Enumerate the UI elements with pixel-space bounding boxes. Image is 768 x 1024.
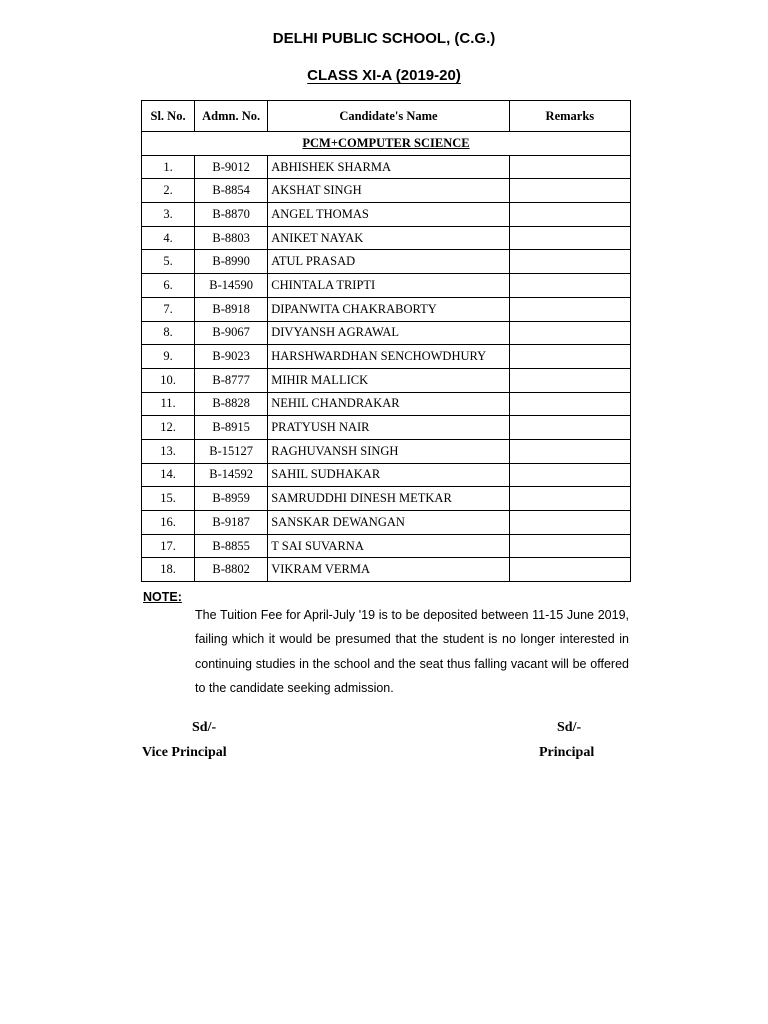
section-row — [142, 132, 631, 156]
sl-no-cell: 9. — [142, 345, 195, 369]
admn-no-cell: B-8870 — [195, 203, 268, 227]
remarks-cell — [509, 511, 630, 535]
sl-no-cell: 7. — [142, 297, 195, 321]
table-row — [142, 226, 631, 250]
remarks-cell — [509, 345, 630, 369]
candidate-name-cell: RAGHUVANSH SINGH — [268, 439, 509, 463]
remarks-cell — [509, 321, 630, 345]
table-row — [142, 392, 631, 416]
candidate-name-cell: PRATYUSH NAIR — [268, 416, 509, 440]
table-row — [142, 558, 631, 582]
remarks-cell — [509, 155, 630, 179]
remarks-cell — [509, 463, 630, 487]
table-body — [142, 132, 631, 582]
remarks-cell — [509, 558, 630, 582]
principal-signature: Sd/- — [557, 720, 582, 735]
sl-no-cell: 13. — [142, 439, 195, 463]
student-roll-table — [141, 100, 631, 582]
candidate-name-cell: ABHISHEK SHARMA — [268, 155, 509, 179]
table-row — [142, 368, 631, 392]
table-row — [142, 155, 631, 179]
class-title-text: CLASS XI-A (2019-20) — [307, 67, 461, 84]
sl-no-cell: 15. — [142, 487, 195, 511]
sl-no-cell: 10. — [142, 368, 195, 392]
sl-no-cell: 14. — [142, 463, 195, 487]
admn-no-cell: B-14592 — [195, 463, 268, 487]
column-header-sl-no: Sl. No. — [142, 101, 195, 132]
admn-no-cell: B-8918 — [195, 297, 268, 321]
remarks-cell — [509, 226, 630, 250]
table-row — [142, 439, 631, 463]
table-row — [142, 345, 631, 369]
remarks-cell — [509, 250, 630, 274]
admn-no-cell: B-8802 — [195, 558, 268, 582]
admn-no-cell: B-8855 — [195, 534, 268, 558]
column-header-candidate-name: Candidate's Name — [268, 101, 509, 132]
admn-no-cell: B-8915 — [195, 416, 268, 440]
candidate-name-cell: SAHIL SUDHAKAR — [268, 463, 509, 487]
candidate-name-cell: SAMRUDDHI DINESH METKAR — [268, 487, 509, 511]
sl-no-cell: 12. — [142, 416, 195, 440]
admn-no-cell: B-8803 — [195, 226, 268, 250]
sl-no-cell: 5. — [142, 250, 195, 274]
remarks-cell — [509, 274, 630, 298]
candidate-name-cell: DIVYANSH AGRAWAL — [268, 321, 509, 345]
table-row — [142, 203, 631, 227]
sl-no-cell: 4. — [142, 226, 195, 250]
candidate-name-cell: ANGEL THOMAS — [268, 203, 509, 227]
remarks-cell — [509, 392, 630, 416]
table-row — [142, 274, 631, 298]
candidate-name-cell: DIPANWITA CHAKRABORTY — [268, 297, 509, 321]
table-row — [142, 534, 631, 558]
remarks-cell — [509, 534, 630, 558]
table-row — [142, 179, 631, 203]
admn-no-cell: B-8854 — [195, 179, 268, 203]
remarks-cell — [509, 368, 630, 392]
table-row — [142, 250, 631, 274]
column-header-admn-no: Admn. No. — [195, 101, 268, 132]
remarks-cell — [509, 487, 630, 511]
principal-title: Principal — [539, 745, 595, 760]
note-text: The Tuition Fee for April-July '19 is to be deposited between 11-15 June 2019, failing which it would be presumed that the student is no longer interested in continuing studies in the school and the seat thus falling vacant will be offered to the candidate seeking admission. — [195, 608, 629, 695]
vice-principal-title: Vice Principal — [142, 745, 227, 760]
sl-no-cell: 16. — [142, 511, 195, 535]
note-label: NOTE: — [143, 590, 182, 604]
table-row — [142, 487, 631, 511]
column-header-remarks: Remarks — [509, 101, 630, 132]
remarks-cell — [509, 439, 630, 463]
candidate-name-cell: HARSHWARDHAN SENCHOWDHURY — [268, 345, 509, 369]
candidate-name-cell: ATUL PRASAD — [268, 250, 509, 274]
candidate-name-cell: ANIKET NAYAK — [268, 226, 509, 250]
admn-no-cell: B-15127 — [195, 439, 268, 463]
school-name: DELHI PUBLIC SCHOOL, (C.G.) — [272, 30, 496, 47]
candidate-name-cell: MIHIR MALLICK — [268, 368, 509, 392]
table-row — [142, 511, 631, 535]
remarks-cell — [509, 179, 630, 203]
sl-no-cell: 8. — [142, 321, 195, 345]
admn-no-cell: B-9067 — [195, 321, 268, 345]
sl-no-cell: 6. — [142, 274, 195, 298]
remarks-cell — [509, 203, 630, 227]
candidate-name-cell: VIKRAM VERMA — [268, 558, 509, 582]
admn-no-cell: B-9012 — [195, 155, 268, 179]
table-row — [142, 416, 631, 440]
candidate-name-cell: AKSHAT SINGH — [268, 179, 509, 203]
admn-no-cell: B-8959 — [195, 487, 268, 511]
remarks-cell — [509, 297, 630, 321]
section-label: PCM+COMPUTER SCIENCE — [302, 135, 470, 150]
table-row — [142, 297, 631, 321]
sl-no-cell: 17. — [142, 534, 195, 558]
class-title — [0, 67, 768, 84]
vice-principal-signature: Sd/- — [192, 720, 217, 735]
admn-no-cell: B-9187 — [195, 511, 268, 535]
sl-no-cell: 18. — [142, 558, 195, 582]
candidate-name-cell: CHINTALA TRIPTI — [268, 274, 509, 298]
sl-no-cell: 3. — [142, 203, 195, 227]
remarks-cell — [509, 416, 630, 440]
candidate-name-cell: SANSKAR DEWANGAN — [268, 511, 509, 535]
table-row — [142, 321, 631, 345]
admn-no-cell: B-14590 — [195, 274, 268, 298]
candidate-name-cell: T SAI SUVARNA — [268, 534, 509, 558]
sl-no-cell: 11. — [142, 392, 195, 416]
sl-no-cell: 2. — [142, 179, 195, 203]
admn-no-cell: B-8828 — [195, 392, 268, 416]
candidate-name-cell: NEHIL CHANDRAKAR — [268, 392, 509, 416]
sl-no-cell: 1. — [142, 155, 195, 179]
admn-no-cell: B-8777 — [195, 368, 268, 392]
admn-no-cell: B-9023 — [195, 345, 268, 369]
table-header-row — [142, 101, 631, 132]
table-row — [142, 463, 631, 487]
admn-no-cell: B-8990 — [195, 250, 268, 274]
section-cell — [142, 132, 631, 156]
